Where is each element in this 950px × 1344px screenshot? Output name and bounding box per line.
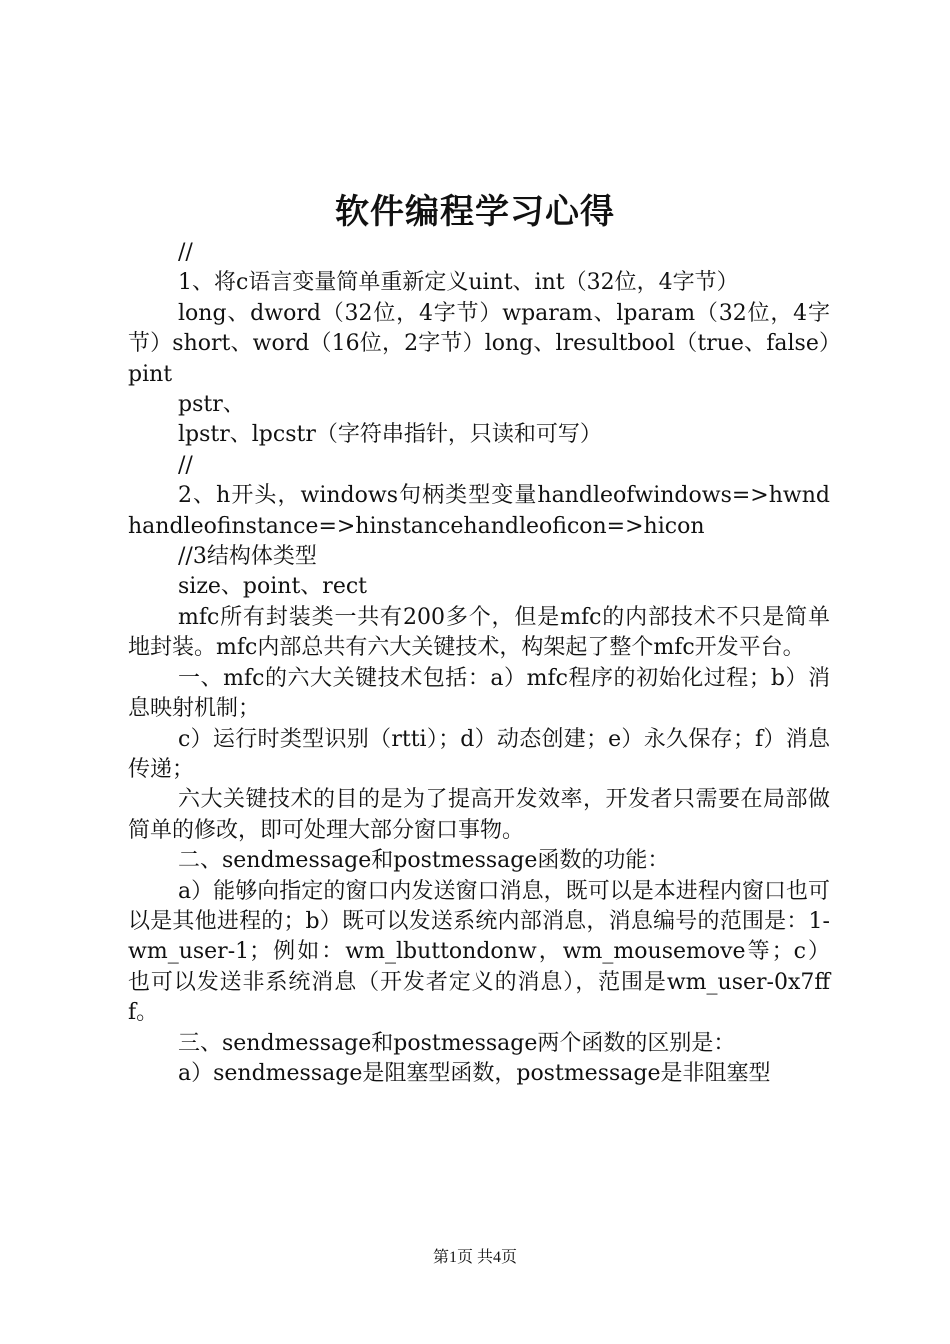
paragraph: 三、sendmessage和postmessage两个函数的区别是：: [178, 1030, 736, 1056]
paragraph: 一、mfc的六大关键技术包括：a）mfc程序的初始化过程；b）消息映射机制；: [128, 665, 830, 722]
paragraph: 1、将c语言变量简单重新定义uint、int（32位，4字节）: [178, 270, 739, 296]
paragraph: 二、sendmessage和postmessage函数的功能：: [178, 848, 670, 874]
paragraph: a）能够向指定的窗口内发送窗口消息，既可以是本进程内窗口也可以是其他进程的；b）既可以发送系统内部消息，消息编号的范围是：1-wm_user-1；例如：wm_lbuttondonw，wm_mousemove等；c）也可以发送非系统消息（开发者定义的消息），范围是wm_user-0x7fff。: [128, 878, 830, 1026]
paragraph: long、dword（32位，4字节）wparam、lparam（32位，4字节）short、word（16位，2字节）long、lresultbool（true、false）pint: [128, 300, 830, 387]
paragraph: 2、h开头，windows句柄类型变量handleofwindows=>hwndhandleofinstance=>hinstancehandleoficon=>hicon: [128, 483, 830, 539]
paragraph: //: [178, 452, 193, 478]
paragraph: mfc所有封装类一共有200多个，但是mfc的内部技术不只是简单地封装。mfc内部总共有六大关键技术，构架起了整个mfc开发平台。: [128, 604, 830, 661]
paragraph: a）sendmessage是阻塞型函数，postmessage是非阻塞型: [178, 1060, 771, 1086]
paragraph: 六大关键技术的目的是为了提高开发效率，开发者只需要在局部做简单的修改，即可处理大部分窗口事物。: [128, 787, 830, 843]
page-footer: 第1页 共4页: [432, 1249, 517, 1266]
paragraph: //3结构体类型: [178, 544, 317, 570]
paragraph: size、point、rect: [178, 574, 368, 600]
document-title: 软件编程学习心得: [335, 192, 615, 232]
paragraph: lpstr、lpcstr（字符串指针，只读和可写）: [178, 422, 602, 448]
document-body: [128, 238, 830, 1089]
paragraph: c）运行时类型识别（rtti）；d）动态创建；e）永久保存；f）消息传递；: [128, 726, 830, 782]
paragraph: //: [178, 240, 193, 265]
paragraph: pstr、: [178, 392, 245, 418]
